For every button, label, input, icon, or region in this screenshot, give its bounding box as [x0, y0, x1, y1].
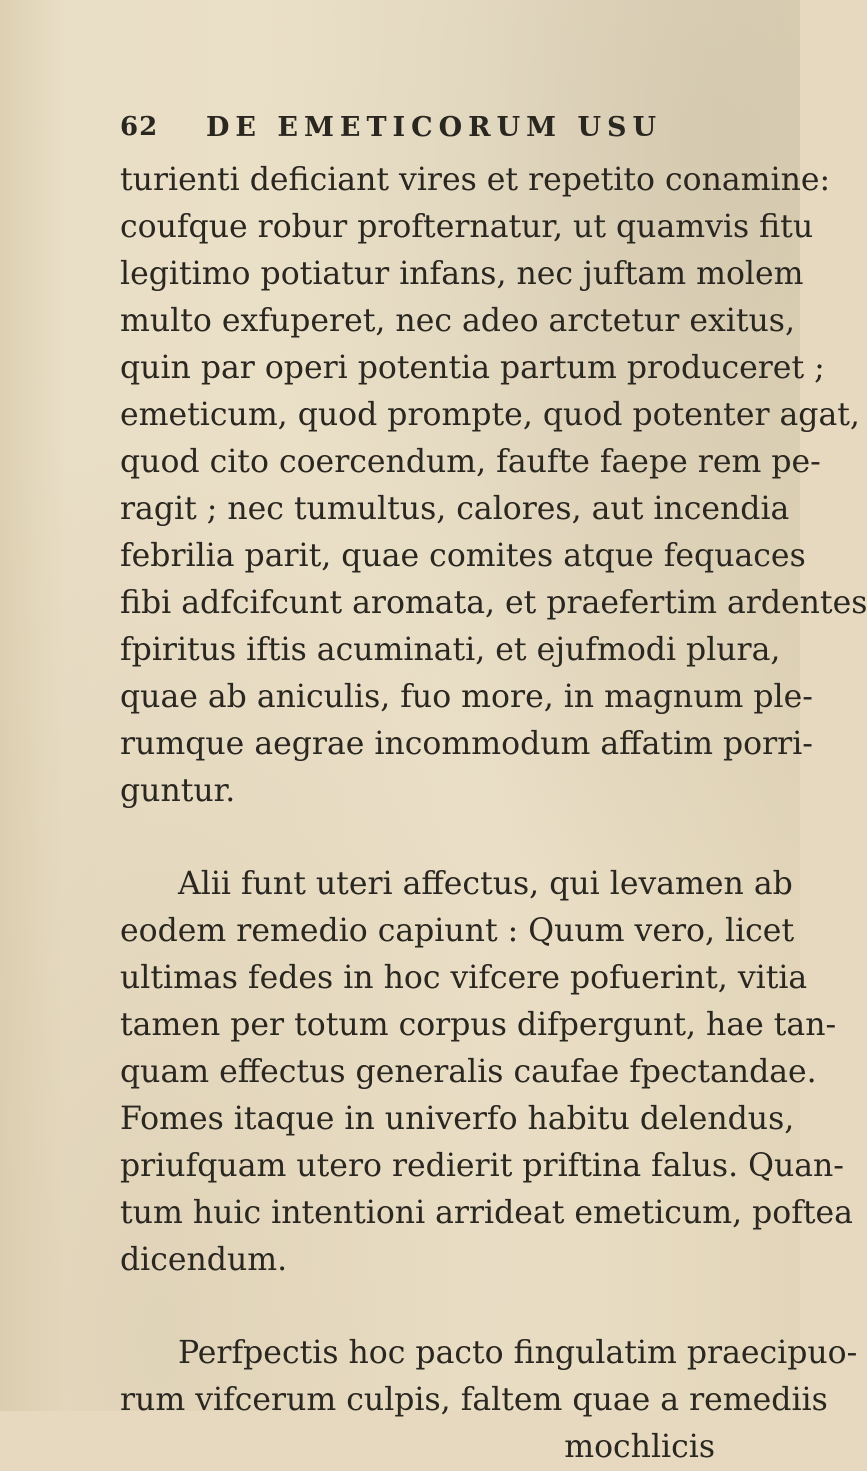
- text-line: quam effectus generalis caufae fpectandae.: [120, 1054, 817, 1090]
- paragraph-gap: [120, 1284, 760, 1330]
- text-line: ragit ; nec tumultus, calores, aut incendia: [120, 491, 790, 527]
- text-line: guntur.: [120, 773, 236, 809]
- text-line: legitimo potiatur infans, nec juftam molem: [120, 256, 804, 292]
- text-line: tamen per totum corpus difpergunt, hae tan-: [120, 1007, 837, 1043]
- paragraph-2: [120, 861, 853, 1284]
- text-line: fpiritus iftis acuminati, et ejufmodi plura,: [120, 632, 781, 668]
- text-line: febrilia parit, quae comites atque fequaces: [120, 538, 806, 574]
- text-line: turienti deficiant vires et repetito conamine:: [120, 162, 831, 198]
- text-line: dicendum.: [120, 1242, 288, 1278]
- page-header: [120, 112, 740, 152]
- text-line: tum huic intentioni arrideat emeticum, poftea: [120, 1195, 853, 1231]
- text-line: Fomes itaque in univerfo habitu delendus,: [120, 1101, 795, 1137]
- paragraph-3: [120, 1330, 858, 1424]
- body-text: [120, 157, 867, 1471]
- text-line: fibi adfcifcunt aromata, et praefertim ardentes: [120, 585, 867, 621]
- text-line: quin par operi potentia partum produceret ;: [120, 350, 825, 386]
- catchword: mochlicis: [564, 1429, 715, 1465]
- text-line: rum vifcerum culpis, faltem quae a remediis: [120, 1382, 828, 1418]
- text-line: coufque robur profternatur, ut quamvis fitu: [120, 209, 814, 245]
- text-line: quod cito coercendum, faufte faepe rem pe-: [120, 444, 821, 480]
- paragraph-1: [120, 157, 867, 815]
- text-line: priufquam utero redierit priftina falus. Quan-: [120, 1148, 844, 1184]
- paragraph-gap: [120, 815, 760, 861]
- text-line: emeticum, quod prompte, quod potenter agat,: [120, 397, 860, 433]
- text-line: ultimas fedes in hoc vifcere pofuerint, vitia: [120, 960, 808, 996]
- text-line: multo exfuperet, nec adeo arctetur exitus,: [120, 303, 795, 339]
- text-line: eodem remedio capiunt : Quum vero, licet: [120, 913, 795, 949]
- text-line: quae ab aniculis, fuo more, in magnum ple-: [120, 679, 813, 715]
- text-line: Alii funt uteri affectus, qui levamen ab: [178, 866, 793, 902]
- running-title: DE EMETICORUM USU: [206, 112, 663, 143]
- text-line: rumque aegrae incommodum affatim porri-: [120, 726, 813, 762]
- text-line: Perfpectis hoc pacto fingulatim praecipuo-: [178, 1335, 858, 1371]
- page-number: 62: [120, 112, 159, 142]
